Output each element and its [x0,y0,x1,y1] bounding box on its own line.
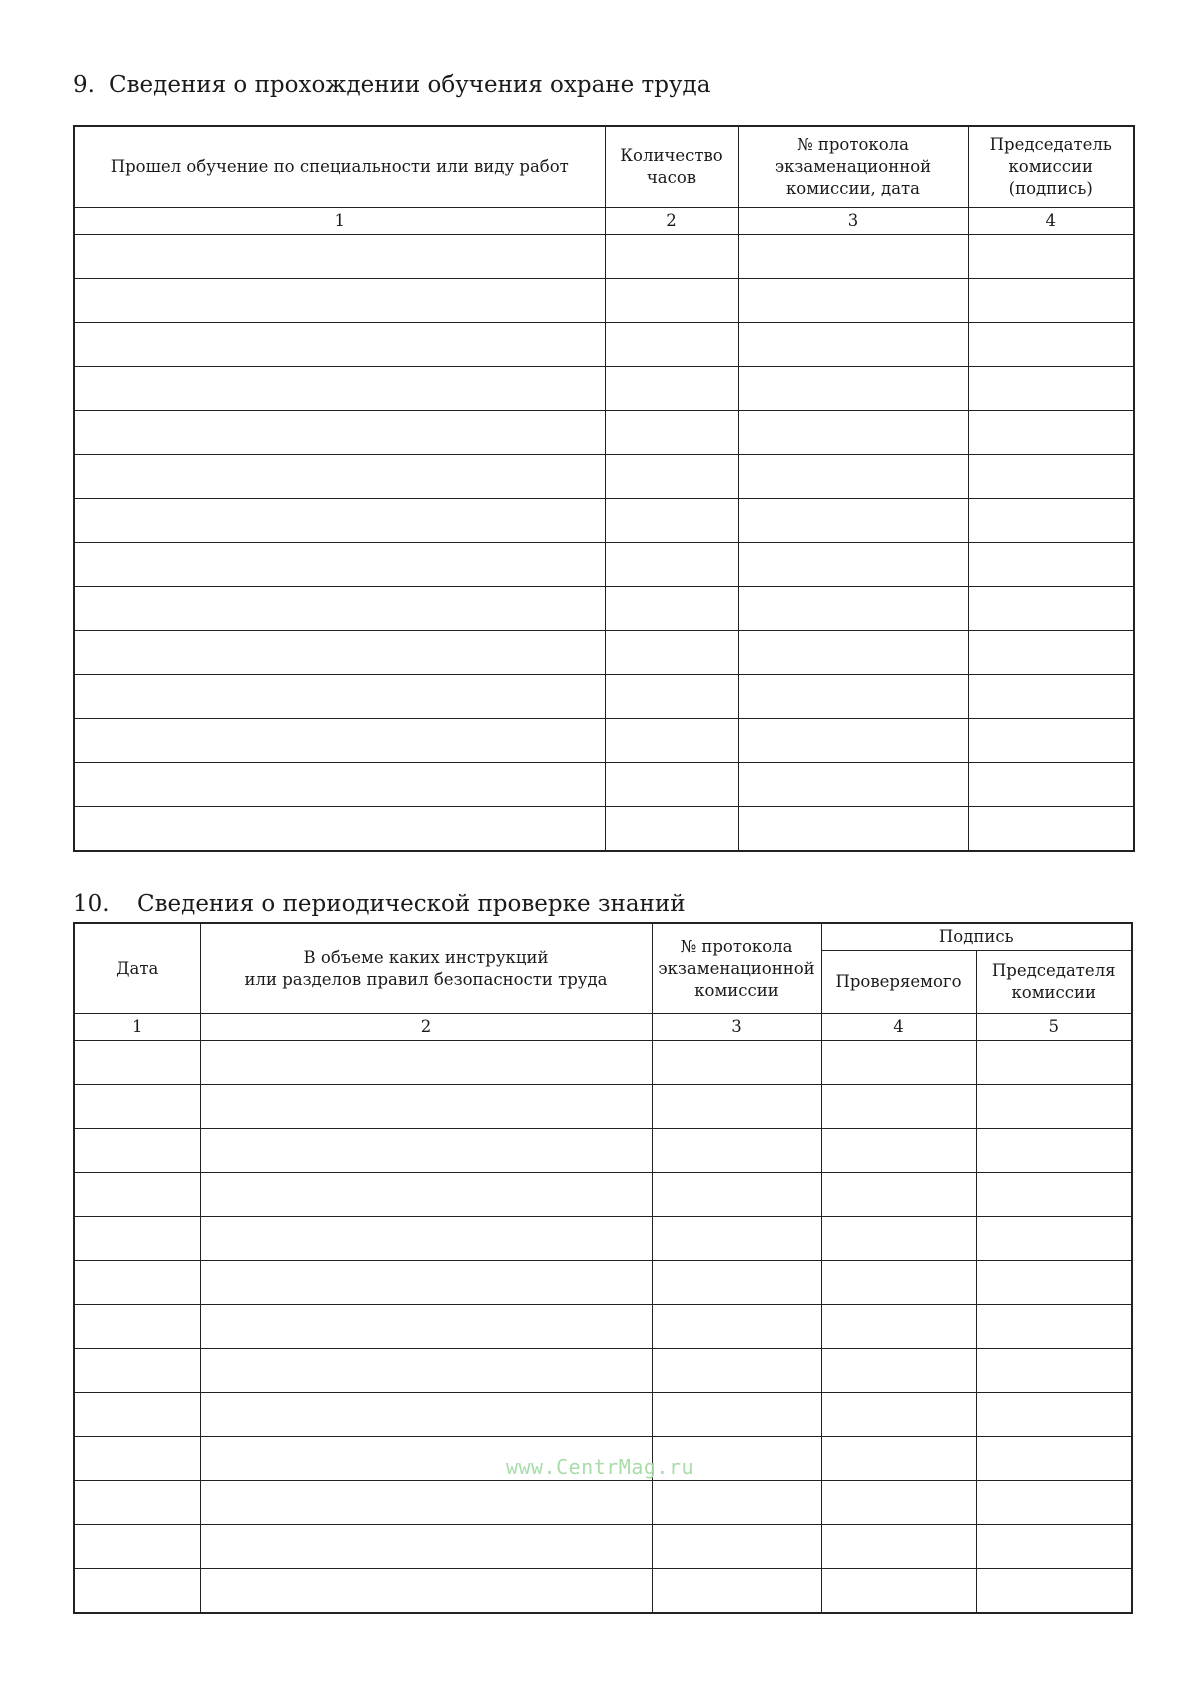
blank-cell[interactable] [738,807,968,852]
blank-cell[interactable] [968,763,1134,807]
blank-cell[interactable] [976,1085,1132,1129]
column-number: 1 [74,208,605,235]
blank-cell[interactable] [738,279,968,323]
blank-cell[interactable] [652,1393,821,1437]
table-row [74,235,1134,279]
blank-cell[interactable] [976,1041,1132,1085]
blank-cell[interactable] [74,631,605,675]
blank-cell[interactable] [652,1261,821,1305]
blank-cell[interactable] [605,279,738,323]
blank-cell[interactable] [652,1305,821,1349]
blank-cell[interactable] [605,631,738,675]
column-number: 3 [738,208,968,235]
blank-cell[interactable] [200,1305,652,1349]
table-row [74,1041,1132,1085]
column-number: 4 [821,1014,976,1041]
blank-cell[interactable] [652,1481,821,1525]
blank-cell[interactable] [74,1173,200,1217]
blank-cell[interactable] [738,411,968,455]
blank-cell[interactable] [652,1041,821,1085]
blank-cell[interactable] [200,1173,652,1217]
table-row [74,1305,1132,1349]
blank-cell[interactable] [74,279,605,323]
blank-cell[interactable] [738,235,968,279]
blank-cell[interactable] [976,1393,1132,1437]
blank-cell[interactable] [200,1481,652,1525]
protocol-col-header: № протокола экзаменационной комиссии [652,923,821,1014]
table-row [74,543,1134,587]
blank-cell[interactable] [652,1173,821,1217]
blank-cell[interactable] [821,1349,976,1393]
blank-cell[interactable] [652,1085,821,1129]
blank-cell[interactable] [74,1525,200,1569]
blank-cell[interactable] [976,1349,1132,1393]
table-row [74,455,1134,499]
table-row [74,1525,1132,1569]
blank-cell[interactable] [74,1261,200,1305]
blank-cell[interactable] [605,675,738,719]
blank-cell[interactable] [968,323,1134,367]
signature-group-header: Подпись [821,923,1132,951]
blank-cell[interactable] [652,1525,821,1569]
blank-cell[interactable] [200,1129,652,1173]
column-number: 2 [605,208,738,235]
section-9-title: Сведения о прохождении обучения охране труда [109,72,711,98]
blank-cell[interactable] [605,807,738,852]
blank-cell[interactable] [200,1349,652,1393]
column-number: 2 [200,1014,652,1041]
blank-cell[interactable] [968,587,1134,631]
blank-cell[interactable] [968,807,1134,852]
table-row [74,1393,1132,1437]
table-row [74,1261,1132,1305]
table-row [74,763,1134,807]
chairman-signature-col-header: Председатель комиссии (подпись) [968,126,1134,208]
blank-cell[interactable] [652,1569,821,1614]
blank-cell[interactable] [821,1173,976,1217]
blank-cell[interactable] [968,675,1134,719]
scope-col-header: В объеме каких инструкций или разделов правил безопасности труда [200,923,652,1014]
blank-cell[interactable] [968,455,1134,499]
section-9-number: 9. [73,72,95,98]
blank-cell[interactable] [605,455,738,499]
blank-cell[interactable] [74,1305,200,1349]
blank-cell[interactable] [968,499,1134,543]
blank-cell[interactable] [74,1129,200,1173]
blank-cell[interactable] [976,1305,1132,1349]
blank-cell[interactable] [821,1305,976,1349]
blank-cell[interactable] [74,543,605,587]
blank-cell[interactable] [968,367,1134,411]
blank-cell[interactable] [968,719,1134,763]
column-number: 4 [968,208,1134,235]
blank-cell[interactable] [821,1085,976,1129]
blank-cell[interactable] [605,587,738,631]
blank-cell[interactable] [738,543,968,587]
table-row [74,323,1134,367]
table-row [74,1173,1132,1217]
blank-cell[interactable] [74,1569,200,1614]
blank-cell[interactable] [605,411,738,455]
blank-cell[interactable] [976,1129,1132,1173]
blank-cell[interactable] [652,1217,821,1261]
blank-cell[interactable] [738,719,968,763]
table-row [74,499,1134,543]
blank-cell[interactable] [821,1217,976,1261]
column-number: 3 [652,1014,821,1041]
table-row [74,1217,1132,1261]
blank-cell[interactable] [821,1525,976,1569]
blank-cell[interactable] [968,279,1134,323]
blank-cell[interactable] [821,1261,976,1305]
table-row [74,279,1134,323]
blank-cell[interactable] [605,763,738,807]
blank-cell[interactable] [200,1393,652,1437]
table-row [74,675,1134,719]
chairman-col-header: Председателя комиссии [976,951,1132,1014]
column-number: 5 [976,1014,1132,1041]
hours-col-header: Количество часов [605,126,738,208]
blank-cell[interactable] [605,499,738,543]
blank-cell[interactable] [74,1041,200,1085]
table-row [74,1129,1132,1173]
blank-cell[interactable] [821,1569,976,1614]
training-col-header: Прошел обучение по специальности или виду работ [74,126,605,208]
blank-cell[interactable] [74,807,605,852]
blank-cell[interactable] [605,719,738,763]
table-row [74,411,1134,455]
blank-cell[interactable] [200,1569,652,1614]
watermark: www.CentrMag.ru [505,1455,695,1479]
table-row [74,587,1134,631]
blank-cell[interactable] [74,323,605,367]
blank-cell[interactable] [74,1481,200,1525]
table-row [74,719,1134,763]
date-col-header: Дата [74,923,200,1014]
blank-cell[interactable] [74,675,605,719]
blank-cell[interactable] [821,1129,976,1173]
blank-cell[interactable] [976,1525,1132,1569]
blank-cell[interactable] [74,367,605,411]
blank-cell[interactable] [605,367,738,411]
blank-cell[interactable] [74,1085,200,1129]
section-10-number: 10. [73,891,110,917]
blank-cell[interactable] [652,1129,821,1173]
blank-cell[interactable] [74,411,605,455]
blank-cell[interactable] [74,235,605,279]
blank-cell[interactable] [74,1217,200,1261]
blank-cell[interactable] [738,675,968,719]
training-table [73,125,1135,852]
blank-cell[interactable] [738,631,968,675]
blank-cell[interactable] [652,1349,821,1393]
table-row [74,367,1134,411]
blank-cell[interactable] [200,1261,652,1305]
blank-cell[interactable] [738,763,968,807]
blank-cell[interactable] [74,1393,200,1437]
blank-cell[interactable] [738,323,968,367]
table-row [74,1085,1132,1129]
blank-cell[interactable] [74,719,605,763]
protocol-date-col-header: № протокола экзаменационной комиссии, дата [738,126,968,208]
blank-cell[interactable] [976,1481,1132,1525]
blank-cell[interactable] [74,587,605,631]
blank-cell[interactable] [74,763,605,807]
blank-cell[interactable] [605,543,738,587]
section-10-title: Сведения о периодической проверке знаний [137,891,686,917]
table-row [74,1481,1132,1525]
blank-cell[interactable] [74,499,605,543]
blank-cell[interactable] [738,587,968,631]
blank-cell[interactable] [200,1217,652,1261]
knowledge-check-table [73,922,1133,1614]
table-row [74,631,1134,675]
blank-cell[interactable] [821,1481,976,1525]
blank-cell[interactable] [200,1085,652,1129]
blank-cell[interactable] [200,1525,652,1569]
blank-cell[interactable] [200,1041,652,1085]
table-row [74,1569,1132,1614]
section-10-heading [73,893,686,916]
blank-cell[interactable] [968,631,1134,675]
table-row [74,1349,1132,1393]
blank-cell[interactable] [738,455,968,499]
blank-cell[interactable] [821,1041,976,1085]
blank-cell[interactable] [605,235,738,279]
blank-cell[interactable] [976,1569,1132,1614]
blank-cell[interactable] [968,543,1134,587]
table-row [74,807,1134,852]
blank-cell[interactable] [976,1217,1132,1261]
column-number: 1 [74,1014,200,1041]
section-9-heading [73,74,710,97]
blank-cell[interactable] [74,1349,200,1393]
blank-cell[interactable] [968,411,1134,455]
blank-cell[interactable] [74,455,605,499]
examinee-col-header: Проверяемого [821,951,976,1014]
blank-cell[interactable] [605,323,738,367]
blank-cell[interactable] [968,235,1134,279]
blank-cell[interactable] [738,499,968,543]
blank-cell[interactable] [976,1173,1132,1217]
blank-cell[interactable] [976,1261,1132,1305]
blank-cell[interactable] [821,1393,976,1437]
blank-cell[interactable] [738,367,968,411]
